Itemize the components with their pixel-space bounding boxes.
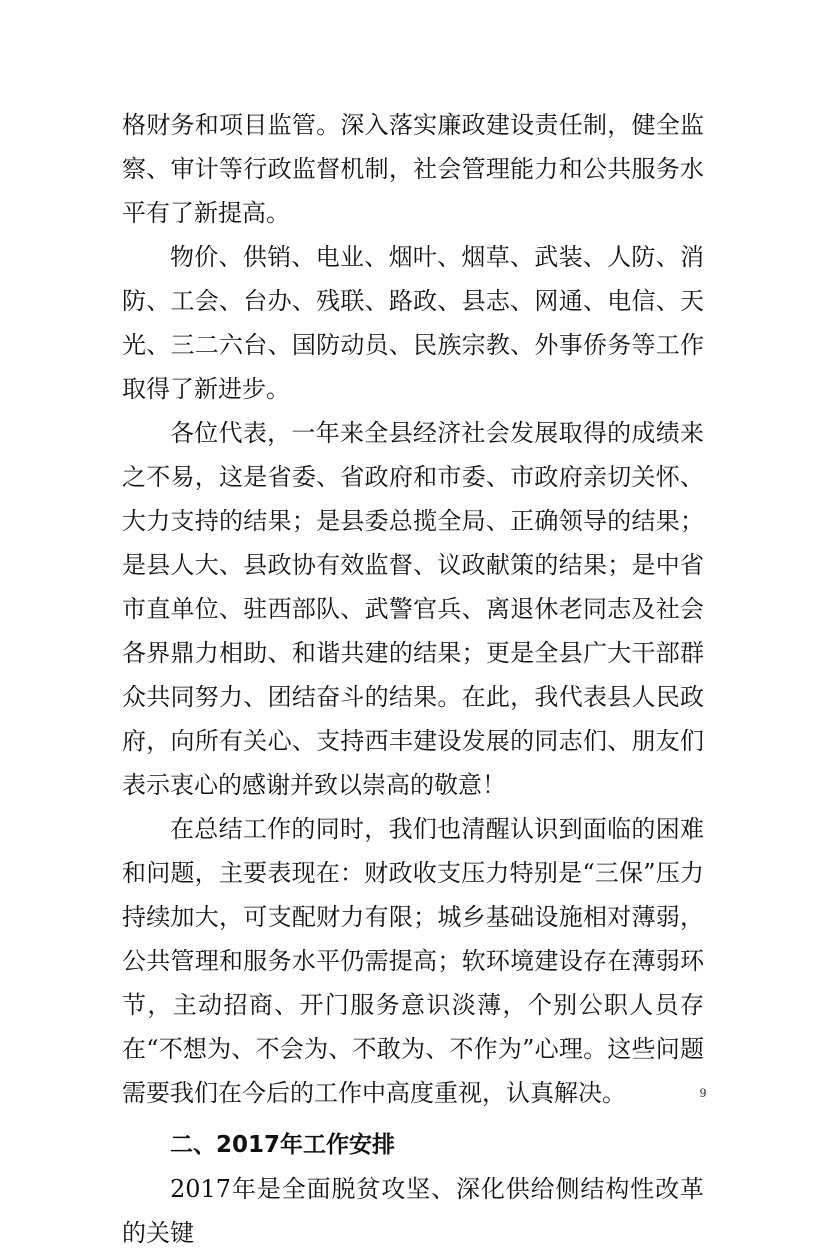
document-body	[122, 103, 704, 1255]
paragraph-problems: 在总结工作的同时，我们也清醒认识到面临的困难和问题，主要表现在：财政收支压力特别是“三保”压力持续加大，可支配财力有限；城乡基础设施相对薄弱，公共管理和服务水平仍需提高；软环境建设存在薄弱环节，主动招商、开门服务意识淡薄，个别公职人员存在“不想为、不会为、不敢为、不作为”心理。这些问题需要我们在今后的工作中高度重视，认真解决。	[122, 815, 704, 1107]
paragraph-thanks: 各位代表，一年来全县经济社会发展取得的成绩来之不易，这是省委、省政府和市委、市政府亲切关怀、大力支持的结果；是县委总揽全局、正确领导的结果；是县人大、县政协有效监督、议政献策的结果；是中省市直单位、驻西部队、武警官兵、离退休老同志及社会各界鼎力相助、和谐共建的结果；更是全县广大干部群众共同努力、团结奋斗的结果。在此，我代表县人民政府，向所有关心、支持西丰建设发展的同志们、朋友们表示衷心的感谢并致以崇高的敬意！	[122, 419, 704, 799]
paragraph-continuation: 格财务和项目监管。深入落实廉政建设责任制，健全监察、审计等行政监督机制，社会管理能力和公共服务水平有了新提高。	[122, 111, 704, 227]
section-heading: 二、2017年工作安排	[170, 1132, 396, 1158]
paragraph-2017-intro: 2017年是全面脱贫攻坚、深化供给侧结构性改革的关键	[122, 1175, 704, 1247]
page-number: 9	[699, 1085, 707, 1100]
paragraph-other-work: 物价、供销、电业、烟叶、烟草、武装、人防、消防、工会、台办、残联、路政、县志、网通、电信、天光、三二六台、国防动员、民族宗教、外事侨务等工作取得了新进步。	[122, 243, 704, 403]
